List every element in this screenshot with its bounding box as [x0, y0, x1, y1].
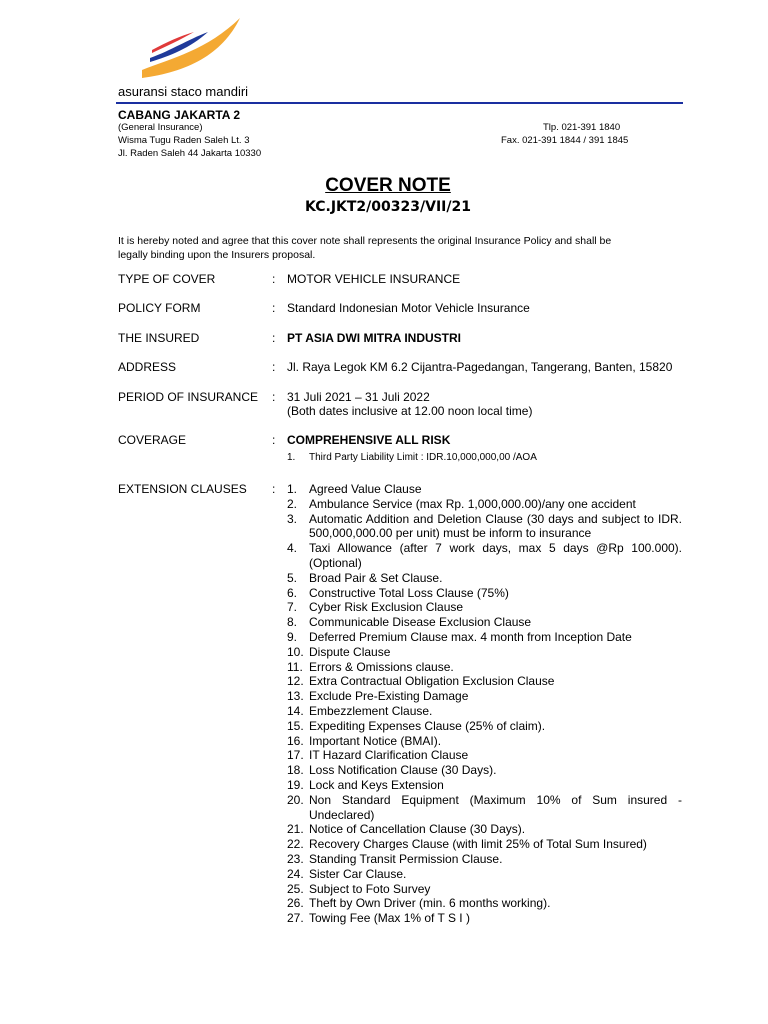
coverage-value: COMPREHENSIVE ALL RISK: [287, 433, 451, 447]
clause-number: 5.: [287, 570, 298, 585]
period-value: 31 Juli 2021 – 31 Juli 2022: [287, 390, 430, 404]
clause-number: 10.: [287, 644, 304, 659]
address-label: ADDRESS: [118, 360, 177, 374]
clause-item: [287, 793, 682, 823]
clause-text: Towing Fee (Max 1% of T S I ): [309, 911, 470, 926]
clause-number: 6.: [287, 585, 298, 600]
clause-number: 20.: [287, 792, 304, 807]
address-line-2: Wisma Tugu Raden Saleh Lt. 3: [118, 135, 250, 146]
clause-item: [287, 822, 682, 837]
period-label: PERIOD OF INSURANCE: [118, 390, 259, 404]
coverage-sub-item: Third Party Liability Limit : IDR.10,000,000,00 /AOA: [309, 452, 537, 463]
policy-form-value: Standard Indonesian Motor Vehicle Insurance: [287, 301, 530, 315]
clause-text: Constructive Total Loss Clause (75%): [309, 585, 509, 600]
clause-item: [287, 911, 682, 926]
clause-text: Broad Pair & Set Clause.: [309, 570, 443, 585]
clause-item: [287, 852, 682, 867]
clause-item: [287, 571, 682, 586]
clause-text: Theft by Own Driver (min. 6 months working).: [309, 896, 551, 911]
colon: :: [272, 433, 276, 447]
clause-text: Taxi Allowance (after 7 work days, max 5 days @Rp 100.000). (Optional): [309, 541, 682, 570]
clause-item: [287, 689, 682, 704]
clause-text: Lock and Keys Extension: [309, 777, 444, 792]
company-logo-swoosh-icon: [112, 10, 248, 90]
clause-number: 2.: [287, 496, 298, 511]
clause-number: 16.: [287, 733, 304, 748]
clause-item: [287, 704, 682, 719]
colon: :: [272, 482, 276, 496]
clause-item: [287, 645, 682, 660]
clause-text: Deferred Premium Clause max. 4 month from Inception Date: [309, 629, 632, 644]
clause-item: [287, 882, 682, 897]
clause-number: 25.: [287, 881, 304, 896]
colon: :: [272, 331, 276, 345]
clause-item: [287, 497, 682, 512]
document-number: KC.JKT2/00323/VII/21: [305, 199, 471, 215]
clause-number: 9.: [287, 629, 298, 644]
fax-number: Fax. 021-391 1844 / 391 1845: [501, 135, 629, 146]
clause-number: 26.: [287, 896, 304, 911]
clause-text: Recovery Charges Clause (with limit 25% of Total Sum Insured): [309, 837, 647, 852]
clause-number: 11.: [287, 659, 303, 674]
clause-item: [287, 896, 682, 911]
clause-text: Cyber Risk Exclusion Clause: [309, 600, 464, 615]
clause-number: 4.: [287, 541, 298, 556]
clause-item: [287, 763, 682, 778]
clause-text: IT Hazard Clarification Clause: [309, 748, 469, 763]
intro-paragraph: It is hereby noted and agree that this cover note shall represents the original Insurance Policy and shall be legally binding upon the Insurers proposal.: [118, 235, 612, 261]
clause-number: 14.: [287, 703, 304, 718]
clause-number: 8.: [287, 615, 298, 630]
address-line-3: Jl. Raden Saleh 44 Jakarta 10330: [118, 148, 262, 159]
clause-text: Notice of Cancellation Clause (30 Days).: [309, 822, 526, 837]
extension-clauses-label: EXTENSION CLAUSES: [118, 482, 247, 496]
clause-item: [287, 837, 682, 852]
clause-text: Sister Car Clause.: [309, 866, 407, 881]
clause-item: [287, 600, 682, 615]
clause-item: [287, 748, 682, 763]
address-value: Jl. Raya Legok KM 6.2 Cijantra-Pagedangan, Tangerang, Banten, 15820: [287, 360, 673, 374]
clause-text: Ambulance Service (max Rp. 1,000,000.00)/any one accident: [309, 496, 636, 511]
phone-number: Tlp. 021-391 1840: [543, 122, 621, 133]
clause-number: 18.: [287, 763, 304, 778]
clause-item: [287, 541, 682, 571]
colon: :: [272, 360, 276, 374]
address-line-1: (General Insurance): [118, 122, 203, 133]
clause-number: 7.: [287, 600, 298, 615]
clause-text: Standing Transit Permission Clause.: [309, 851, 503, 866]
document-title: COVER NOTE: [325, 175, 451, 196]
clause-text: Loss Notification Clause (30 Days).: [309, 763, 497, 778]
clause-text: Dispute Clause: [309, 644, 391, 659]
clause-text: Errors & Omissions clause.: [309, 659, 454, 674]
clause-item: [287, 778, 682, 793]
coverage-label: COVERAGE: [118, 433, 187, 447]
coverage-sub-number: 1.: [287, 452, 296, 463]
clause-item: [287, 615, 682, 630]
clause-item: [287, 586, 682, 601]
clause-item: [287, 660, 682, 675]
clause-text: Embezzlement Clause.: [309, 703, 433, 718]
clause-item: [287, 512, 682, 542]
header-divider: [116, 102, 683, 104]
clause-item: [287, 734, 682, 749]
clause-item: [287, 674, 682, 689]
clause-number: 12.: [287, 674, 304, 689]
clause-number: 3.: [287, 511, 298, 526]
policy-form-label: POLICY FORM: [118, 301, 201, 315]
clause-text: Extra Contractual Obligation Exclusion Clause: [309, 674, 555, 689]
clause-number: 1.: [287, 482, 298, 496]
clause-text: Automatic Addition and Deletion Clause (30 days and subject to IDR. 500,000,000.00 per unit) must be inform to insurance: [309, 511, 682, 541]
clause-text: Subject to Foto Survey: [309, 881, 431, 896]
company-name: asuransi staco mandiri: [118, 84, 249, 99]
clause-item: [287, 867, 682, 882]
clause-number: 23.: [287, 851, 304, 866]
clause-text: Agreed Value Clause: [309, 482, 422, 496]
clause-number: 15.: [287, 718, 304, 733]
clause-item: [287, 630, 682, 645]
clause-text: Non Standard Equipment (Maximum 10% of Sum insured - Undeclared): [309, 792, 682, 822]
clause-text: Communicable Disease Exclusion Clause: [309, 615, 532, 630]
clause-text: Exclude Pre-Existing Damage: [309, 689, 469, 704]
type-of-cover-value: MOTOR VEHICLE INSURANCE: [287, 272, 461, 286]
clause-text: Important Notice (BMAI).: [309, 733, 442, 748]
period-note: (Both dates inclusive at 12.00 noon local time): [287, 404, 533, 418]
colon: :: [272, 272, 276, 286]
clause-number: 22.: [287, 837, 304, 852]
insured-value: PT ASIA DWI MITRA INDUSTRI: [287, 331, 461, 345]
insured-label: THE INSURED: [118, 331, 200, 345]
extension-clauses-list: [287, 482, 682, 926]
clause-number: 27.: [287, 911, 304, 926]
clause-number: 21.: [287, 822, 304, 837]
clause-number: 24.: [287, 866, 304, 881]
clause-number: 19.: [287, 777, 304, 792]
clause-item: [287, 482, 682, 497]
branch-name: CABANG JAKARTA 2: [118, 108, 241, 122]
clause-text: Expediting Expenses Clause (25% of claim).: [309, 718, 546, 733]
type-of-cover-label: TYPE OF COVER: [118, 272, 216, 286]
colon: :: [272, 390, 276, 404]
colon: :: [272, 301, 276, 315]
clause-item: [287, 719, 682, 734]
clause-number: 13.: [287, 689, 304, 704]
clause-number: 17.: [287, 748, 304, 763]
